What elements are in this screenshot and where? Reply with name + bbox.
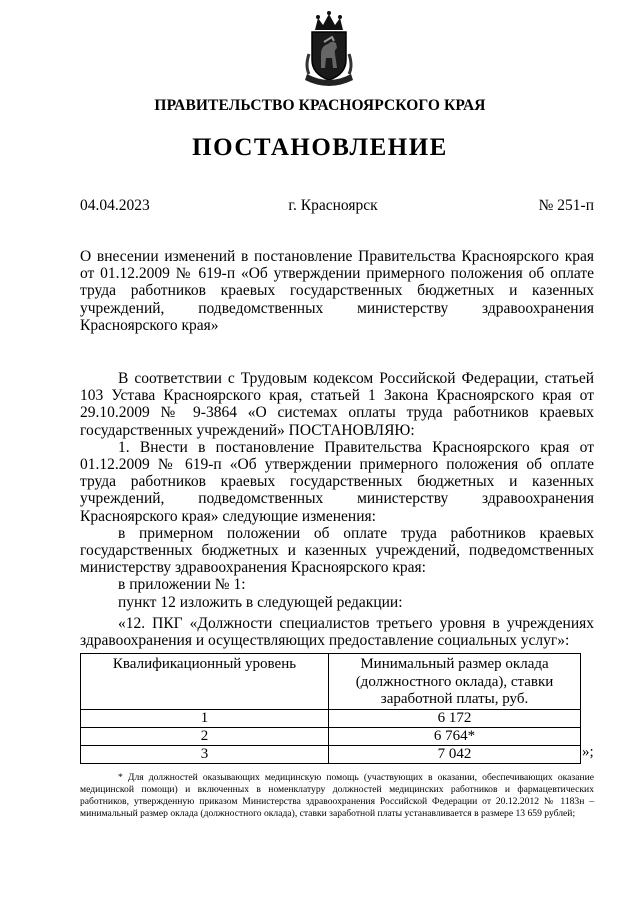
table-cell-salary: 6 172 [329, 709, 581, 727]
pkg-intro-paragraph: «12. ПКГ «Должности специалистов третьего уровня в учреждениях здравоохранения и осуществляющих предоставление социальных услуг»: [80, 615, 594, 650]
document-number: № 251-п [538, 197, 594, 214]
table-row [81, 709, 581, 727]
coat-of-arms-icon [299, 10, 359, 90]
table-header-salary: Минимальный размер оклада (должностного оклада), ставки заработной платы, руб. [329, 654, 581, 710]
point-12-paragraph: пункт 12 изложить в следующей редакции: [118, 593, 403, 611]
preamble-paragraph: В соответствии с Трудовым кодексом Российской Федерации, статьей 103 Устава Красноярского края, статьей 1 Закона Красноярского края от 29.10.2009 № 9-3864 «О системах оплаты труда работников краевых государственных учреждений» ПОСТАНОВЛЯЮ: [80, 370, 594, 439]
document-city: г. Красноярск [288, 197, 378, 214]
document-date: 04.04.2023 [80, 197, 150, 214]
table-header-level: Квалификационный уровень [81, 654, 329, 710]
item-1-sub-paragraph: в примерном положении об оплате труда работников краевых государственных бюджетных и казенных учреждений, подведомственных министерству здравоохранения Красноярского края: [80, 524, 594, 577]
table-cell-salary: 7 042 [329, 745, 581, 763]
table-cell-level: 1 [81, 709, 329, 727]
item-1-paragraph: 1. Внести в постановление Правительства Красноярского края от 01.12.2009 № 619-п «Об утверждении примерного положения об оплате труда работников краевых государственных бюджетных и казенных учреждений, подведомственных министерству здравоохранения Красноярского края» следующие изменения: [80, 438, 594, 525]
table-cell-level: 2 [81, 727, 329, 745]
table-header-row [81, 654, 581, 710]
table-closing-mark: »; [582, 744, 594, 760]
appendix-paragraph: в приложении № 1: [118, 576, 246, 594]
salary-table [80, 653, 581, 764]
resolution-body [80, 370, 594, 611]
document-type-heading: ПОСТАНОВЛЕНИЕ [192, 134, 448, 161]
table-row [81, 745, 581, 763]
footnote: * Для должностей оказывающих медицинскую помощь (участвующих в оказании, обеспечивающих оказание медицинской помощи) и включенных в номенклатуру должностей медицинских работников и фармацевтических работников, утвержденную приказом Министерства здравоохранения Российской Федерации от 20.12.2012 № 1183н – минимальный размер оклада (должностного оклада), ставки заработной платы устанавливается в размере 13 659 рублей; [80, 772, 594, 819]
table-cell-level: 3 [81, 745, 329, 763]
table-cell-salary: 6 764* [329, 727, 581, 745]
resolution-title: О внесении изменений в постановление Правительства Красноярского края от 01.12.2009 № 619-п «Об утверждении примерного положения об оплате труда работников краевых государственных бюджетных и казенных учреждений, подведомственных министерству здравоохранения Красноярского края» [80, 248, 594, 334]
organization-title: ПРАВИТЕЛЬСТВО КРАСНОЯРСКОГО КРАЯ [154, 97, 486, 114]
table-row [81, 727, 581, 745]
